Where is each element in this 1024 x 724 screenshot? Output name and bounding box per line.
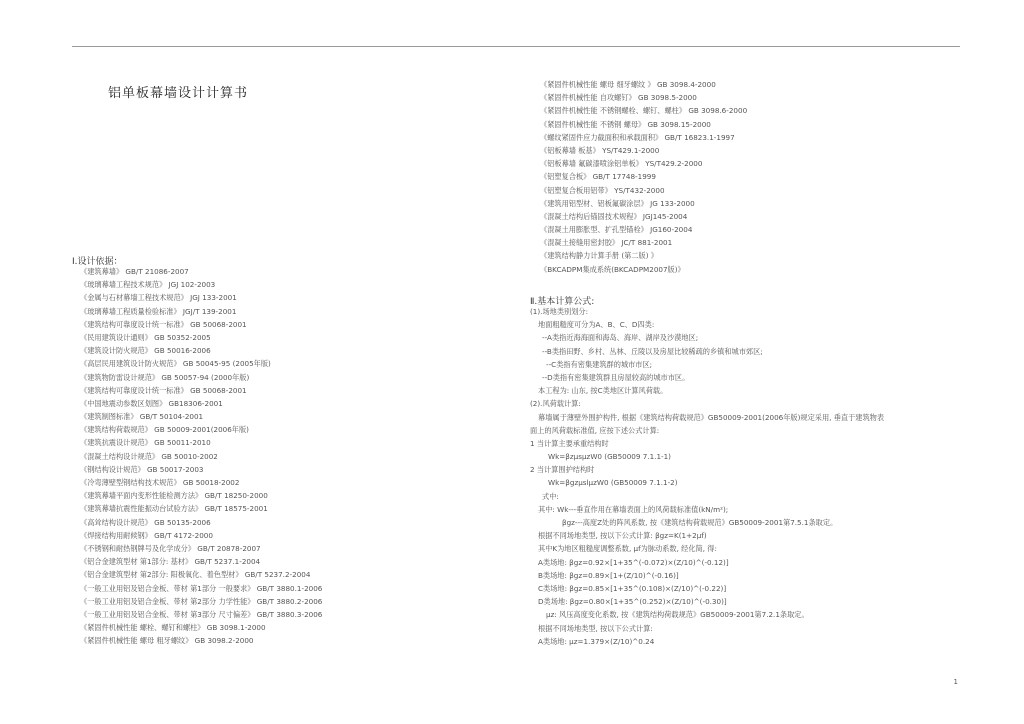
- formula-line: 本工程为: 山东, 按C类地区计算风荷载。: [538, 386, 668, 396]
- formula-line: D类场地: βgz=0.80×[1+35^(0.252)×(Z/10)^(-0.30)]: [538, 597, 727, 607]
- reference-item: 《玻璃幕墙工程技术规范》 JGJ 102-2003: [80, 280, 216, 290]
- formula-line: --C类指有密集建筑群的城市市区;: [546, 359, 653, 369]
- design-basis-list: [80, 265, 322, 647]
- formula-line: C类场地: βgz=0.85×[1+35^(0.108)×(Z/10)^(-0.22)]: [538, 583, 727, 593]
- reference-item: 《钢结构设计规范》 GB 50017-2003: [80, 464, 204, 474]
- reference-item: 《建筑结构可靠度设计统一标准》 GB 50068-2001: [80, 319, 247, 329]
- reference-item: 《玻璃幕墙工程质量检验标准》 JGJ/T 139-2001: [80, 306, 237, 316]
- formula-line: 其中K为地区粗糙度调整系数, μf为脉动系数, 经化简, 得:: [538, 544, 717, 554]
- reference-item: 《铝合金建筑型材 第1部分: 基材》 GB/T 5237.1-2004: [80, 557, 261, 567]
- formula-line: --A类指近海海面和海岛、海岸、湖岸及沙漠地区;: [542, 333, 699, 343]
- reference-item: 《螺纹紧固件应力截面积和承载面积》 GB/T 16823.1-1997: [540, 132, 735, 142]
- reference-item: 《高耸结构设计规范》 GB 50135-2006: [80, 517, 211, 527]
- reference-item: 《紧固件机械性能 螺母 细牙螺纹 》 GB 3098.4-2000: [540, 80, 716, 89]
- formula-line: βgz---高度Z处的阵风系数, 按《建筑结构荷载规范》GB50009-2001第7.5.1条取定。: [562, 518, 838, 527]
- basic-formulas-text: [530, 305, 884, 648]
- reference-item: 《紧固件机械性能 螺母 粗牙螺纹》 GB 3098.2-2000: [80, 636, 254, 646]
- reference-item: 《铝板幕墙 氟碳漆喷涂铝单板》 YS/T429.2-2000: [540, 159, 703, 169]
- page-number: 1: [953, 678, 958, 686]
- reference-item: 《建筑设计防火规范》 GB 50016-2006: [80, 346, 211, 356]
- formula-line: Wk=βzμsμzW0 (GB50009 7.1.1-1): [548, 452, 671, 462]
- reference-item: 《一般工业用铝及铝合金板、带材 第3部分 尺寸偏差》 GB/T 3880.3-2006: [80, 609, 323, 619]
- reference-item: 《一般工业用铝及铝合金板、带材 第2部分 力学性能》 GB/T 3880.2-2006: [80, 596, 323, 606]
- reference-item: 《铝塑复合板》 GB/T 17748-1999: [540, 172, 656, 182]
- reference-item: 《建筑用铝型材、铝板氟碳涂层》 JG 133-2000: [540, 198, 695, 208]
- formula-line: Wk=βgzμslμzW0 (GB50009 7.1.1-2): [548, 478, 678, 488]
- reference-item: 《冷弯薄壁型钢结构技术规范》 GB 50018-2002: [80, 478, 240, 487]
- reference-item: 《金属与石材幕墙工程技术规范》 JGJ 133-2001: [80, 293, 237, 303]
- formula-line: 地面粗糙度可分为A、B、C、D四类:: [538, 320, 655, 330]
- reference-item: 《建筑幕墙抗震性能振动台试验方法》 GB/T 18575-2001: [80, 504, 268, 514]
- formula-line: 其中: Wk---垂直作用在幕墙表面上的风荷载标准值(kN/m²);: [538, 504, 729, 514]
- formula-line: B类场地: βgz=0.89×[1+(Z/10)^(-0.16)]: [538, 570, 679, 580]
- formula-line: --D类指有密集建筑群且房屋较高的城市市区。: [542, 372, 690, 382]
- reference-item: 《焊接结构用耐候钢》 GB/T 4172-2000: [80, 530, 213, 540]
- reference-item: 《建筑结构静力计算手册 (第二版) 》: [540, 251, 658, 261]
- formula-line: 2 当计算围护结构时: [530, 465, 595, 475]
- formula-line: 式中:: [542, 491, 559, 501]
- reference-item: 《紧固件机械性能 不锈钢 螺母》 GB 3098.15-2000: [540, 119, 711, 129]
- reference-item: 《紧固件机械性能 自攻螺钉》 GB 3098.5-2000: [540, 93, 697, 103]
- reference-item: 《混凝土结构设计规范》 GB 50010-2002: [80, 451, 218, 461]
- reference-item: 《建筑幕墙》 GB/T 21086-2007: [80, 267, 189, 276]
- reference-item: 《建筑物防雷设计规范》 GB 50057-94 (2000年版): [80, 372, 250, 382]
- formula-line: A类场地: βgz=0.92×[1+35^(-0.072)×(Z/10)^(-0.12)]: [538, 557, 729, 567]
- reference-item: 《混凝土接缝用密封胶》 JC/T 881-2001: [540, 238, 673, 248]
- formula-line: 根据不同场地类型, 按以下公式计算: βgz=K(1+2μf): [538, 531, 707, 541]
- reference-item: 《高层民用建筑设计防火规范》 GB 50045-95 (2005年版): [80, 359, 271, 369]
- reference-item: 《建筑结构可靠度设计统一标准》 GB 50068-2001: [80, 385, 247, 395]
- formula-line: A类场地: μz=1.379×(Z/10)^0.24: [538, 636, 655, 646]
- reference-item: 《紧固件机械性能 螺栓、螺钉和螺柱》 GB 3098.1-2000: [80, 623, 266, 633]
- formula-line: (2).风荷载计算:: [530, 399, 581, 409]
- reference-item: 《不锈钢和耐热钢牌号及化学成分》 GB/T 20878-2007: [80, 543, 261, 553]
- section-1-heading: Ⅰ.设计依据：: [72, 257, 123, 267]
- reference-item: 《建筑抗震设计规范》 GB 50011-2010: [80, 438, 211, 448]
- formula-line: 根据不同场地类型, 按以下公式计算:: [538, 623, 653, 633]
- header-rule: [72, 46, 960, 47]
- reference-item: 《铝合金建筑型材 第2部分: 阳极氧化、着色型材》 GB/T 5237.2-2004: [80, 570, 311, 580]
- reference-item: 《一般工业用铝及铝合金板、带材 第1部分 一般要求》 GB/T 3880.1-2006: [80, 583, 323, 593]
- reference-item: 《中国地震动参数区划图》 GB18306-2001: [80, 398, 223, 408]
- reference-item: 《建筑结构荷载规范》 GB 50009-2001(2006年版): [80, 425, 249, 435]
- reference-item: 《建筑幕墙平面内变形性能检测方法》 GB/T 18250-2000: [80, 491, 268, 501]
- standards-list-continued: [540, 78, 747, 276]
- reference-item: 《混凝土结构后锚固技术规程》 JGJ145-2004: [540, 211, 688, 221]
- formula-line: μz: 风压高度变化系数, 按《建筑结构荷载规范》GB50009-2001第7.2.1条取定。: [546, 610, 809, 620]
- formula-line: 幕墙属于薄壁外围护构件, 根据《建筑结构荷载规范》GB50009-2001(2006年版)规定采用, 垂直于建筑物表: [538, 412, 885, 422]
- formula-line: (1).场地类别划分:: [530, 307, 589, 316]
- formula-line: 1 当计算主要承重结构时: [530, 438, 609, 448]
- formula-line: --B类指田野、乡村、丛林、丘陵以及房屋比较稀疏的乡镇和城市郊区;: [542, 346, 763, 356]
- section-2-heading: Ⅱ.基本计算公式:: [530, 297, 595, 307]
- reference-item: 《紧固件机械性能 不锈钢螺栓、螺钉、螺柱》 GB 3098.6-2000: [540, 106, 748, 116]
- reference-item: 《铝板幕墙 板基》 YS/T429.1-2000: [540, 145, 660, 155]
- reference-item: 《BKCADPM集成系统(BKCADPM2007版)》: [540, 264, 685, 274]
- document-title: 铝单板幕墙设计计算书: [108, 86, 249, 101]
- formula-line: 面上的风荷载标准值, 应按下述公式计算:: [530, 425, 660, 435]
- reference-item: 《混凝土用膨胀型、扩孔型锚栓》 JG160-2004: [540, 225, 693, 235]
- reference-item: 《铝塑复合板用铝带》 YS/T432-2000: [540, 185, 665, 195]
- reference-item: 《建筑制图标准》 GB/T 50104-2001: [80, 412, 204, 422]
- reference-item: 《民用建筑设计通则》 GB 50352-2005: [80, 332, 211, 342]
